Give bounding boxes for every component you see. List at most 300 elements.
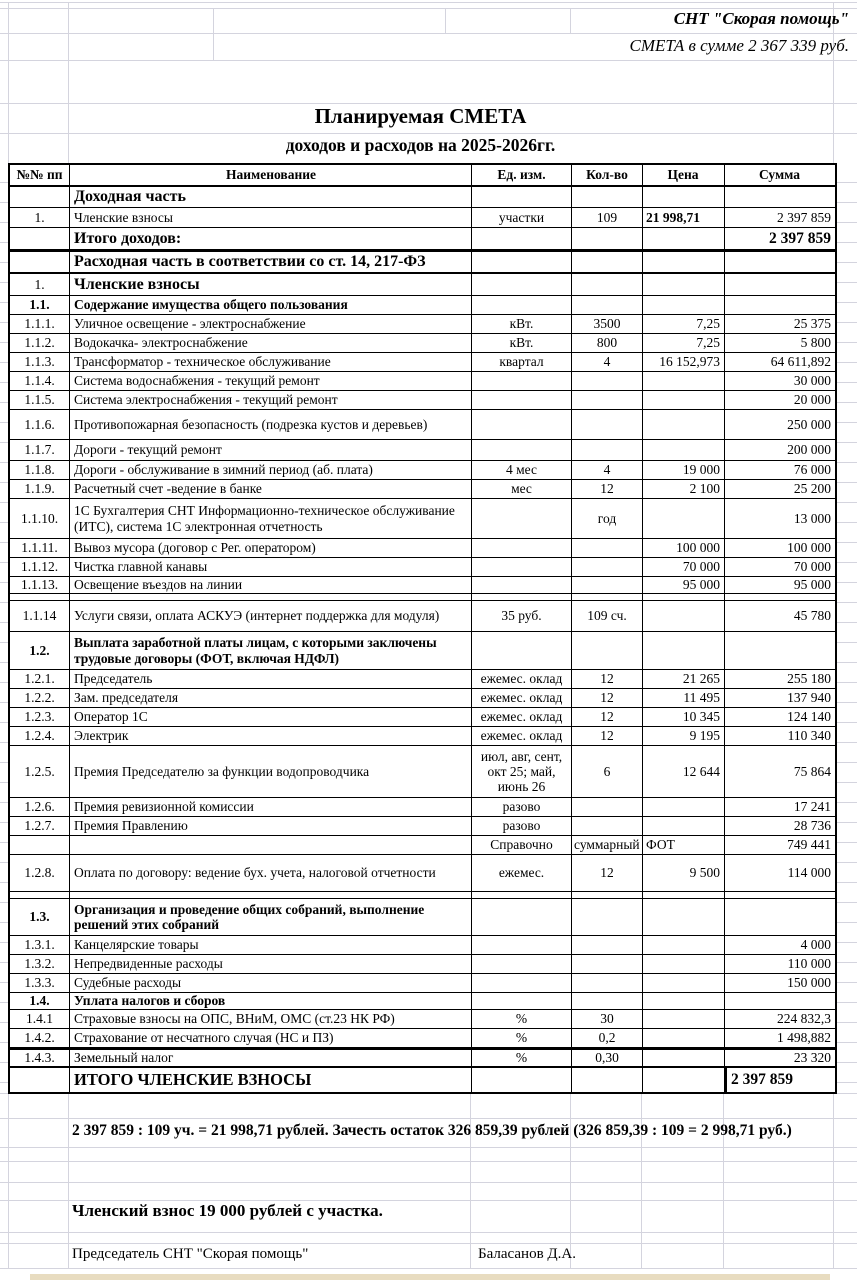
cell-name: Премия Правлению (70, 817, 472, 836)
cell-name: Премия Председателю за функции водопроводчика (70, 746, 472, 798)
cell-unit (472, 187, 572, 208)
table-row (10, 274, 835, 296)
cell-price: 12 644 (643, 746, 725, 798)
cell-qty: 12 (572, 480, 643, 499)
document-title: Планируемая СМЕТА (314, 104, 527, 128)
cell-qty (572, 250, 643, 274)
cell-num: 1.1.4. (10, 372, 70, 391)
cell-num: 1. (10, 208, 70, 228)
cell-sum: 250 000 (725, 410, 835, 440)
cell-qty: 12 (572, 689, 643, 708)
table-row (10, 892, 835, 899)
cell-num: 1.3.3. (10, 974, 70, 993)
cell-price (643, 993, 725, 1010)
cell-num: 1.4. (10, 993, 70, 1010)
cell-unit: % (472, 1048, 572, 1068)
cell-name (70, 836, 472, 855)
cell-name: Противопожарная безопасность (подрезка кустов и деревьев) (70, 410, 472, 440)
cell-qty: 4 (572, 461, 643, 480)
cell-unit (472, 955, 572, 974)
table-row (10, 1048, 835, 1068)
cell-unit: ежемес. оклад (472, 670, 572, 689)
cell-sum: 17 241 (725, 798, 835, 817)
cell-name: Водокачка- электроснабжение (70, 334, 472, 353)
table-row (10, 315, 835, 334)
table-row (10, 1068, 835, 1092)
cell-price (643, 296, 725, 315)
table-row (10, 601, 835, 632)
cell-sum (725, 632, 835, 670)
cell-qty: 0,30 (572, 1048, 643, 1068)
table-row (10, 936, 835, 955)
cell-sum: 64 611,892 (725, 353, 835, 372)
table-row (10, 539, 835, 558)
cell-qty (572, 391, 643, 410)
cell-name: Освещение въездов на линии (70, 577, 472, 594)
table-row (10, 899, 835, 936)
cell-price (643, 594, 725, 601)
cell-unit: разово (472, 798, 572, 817)
cell-unit: ежемес. оклад (472, 689, 572, 708)
cell-sum (725, 594, 835, 601)
organization-name: СНТ "Скорая помощь" (673, 9, 849, 28)
cell-price (643, 817, 725, 836)
cell-price (643, 250, 725, 274)
cell-price (643, 187, 725, 208)
table-row (10, 689, 835, 708)
cell-num: 1.3.2. (10, 955, 70, 974)
cell-price: 9 500 (643, 855, 725, 892)
cell-unit: Справочно (472, 836, 572, 855)
cell-qty: 3500 (572, 315, 643, 334)
table-row (10, 974, 835, 993)
cell-name: Доходная часть (70, 187, 472, 208)
table-row (10, 577, 835, 594)
cell-sum: 25 375 (725, 315, 835, 334)
cell-unit: участки (472, 208, 572, 228)
cell-qty (572, 228, 643, 250)
cell-price: 7,25 (643, 334, 725, 353)
cell-num: 1.1.13. (10, 577, 70, 594)
cell-unit: % (472, 1029, 572, 1048)
cell-price: 70 000 (643, 558, 725, 577)
budget-table (8, 163, 837, 1094)
cell-price (643, 410, 725, 440)
cell-unit: кВт. (472, 315, 572, 334)
cell-sum: 2 397 859 (725, 1068, 835, 1092)
cell-qty (572, 410, 643, 440)
header-cell-sum: Сумма (725, 165, 835, 187)
cell-name: Уплата налогов и сборов (70, 993, 472, 1010)
cell-unit: ежемес. оклад (472, 727, 572, 746)
cell-name (70, 892, 472, 899)
cell-qty: 109 сч. (572, 601, 643, 632)
cell-unit (472, 974, 572, 993)
cell-name: Страховые взносы на ОПС, ВНиМ, ОМС (ст.23 НК РФ) (70, 1010, 472, 1029)
cell-price: 10 345 (643, 708, 725, 727)
cell-unit: 4 мес (472, 461, 572, 480)
cell-unit (472, 892, 572, 899)
cell-qty (572, 372, 643, 391)
cell-unit (472, 539, 572, 558)
photo-edge-strip (30, 1274, 830, 1280)
table-row (10, 372, 835, 391)
cell-name: Оплата по договору: ведение бух. учета, налоговой отчетности (70, 855, 472, 892)
cell-sum: 95 000 (725, 577, 835, 594)
cell-price (643, 1048, 725, 1068)
header-cell-price: Цена (643, 165, 725, 187)
cell-name: 1С Бухгалтерия СНТ Информационно-техническое обслуживание (ИТС), система 1С электронная отчетность (70, 499, 472, 539)
cell-name: Дороги - текущий ремонт (70, 440, 472, 461)
cell-price (643, 391, 725, 410)
cell-unit: ежемес. (472, 855, 572, 892)
cell-num: 1.3. (10, 899, 70, 936)
cell-num: 1.2. (10, 632, 70, 670)
cell-num: 1.1.10. (10, 499, 70, 539)
table-row (10, 499, 835, 539)
cell-sum: 749 441 (725, 836, 835, 855)
cell-qty: 0,2 (572, 1029, 643, 1048)
cell-qty (572, 993, 643, 1010)
cell-sum: 75 864 (725, 746, 835, 798)
signature-title: Председатель СНТ "Скорая помощь" (72, 1246, 309, 1262)
cell-unit: разово (472, 817, 572, 836)
cell-num: 1. (10, 274, 70, 296)
cell-unit (472, 936, 572, 955)
cell-num: 1.1. (10, 296, 70, 315)
cell-qty: 6 (572, 746, 643, 798)
cell-qty (572, 1068, 643, 1092)
cell-name: Председатель (70, 670, 472, 689)
cell-name: Судебные расходы (70, 974, 472, 993)
cell-sum: 224 832,3 (725, 1010, 835, 1029)
cell-name: Вывоз мусора (договор с Рег. оператором) (70, 539, 472, 558)
cell-num: 1.1.12. (10, 558, 70, 577)
cell-num: 1.3.1. (10, 936, 70, 955)
cell-num: 1.2.5. (10, 746, 70, 798)
cell-name: Уличное освещение - электроснабжение (70, 315, 472, 334)
cell-num: 1.4.3. (10, 1048, 70, 1068)
cell-price: 16 152,973 (643, 353, 725, 372)
cell-price (643, 601, 725, 632)
cell-qty (572, 296, 643, 315)
cell-sum: 30 000 (725, 372, 835, 391)
cell-sum: 2 397 859 (725, 228, 835, 250)
cell-name: Содержание имущества общего пользования (70, 296, 472, 315)
cell-sum: 76 000 (725, 461, 835, 480)
header-cell-unit: Ед. изм. (472, 165, 572, 187)
cell-name: Выплата заработной платы лицам, с которыми заключены трудовые договоры (ФОТ, включая НДФЛ) (70, 632, 472, 670)
cell-sum: 25 200 (725, 480, 835, 499)
cell-sum: 1 498,882 (725, 1029, 835, 1048)
cell-name: Система водоснабжения - текущий ремонт (70, 372, 472, 391)
signature-name: Баласанов Д.А. (478, 1246, 576, 1262)
cell-price: 100 000 (643, 539, 725, 558)
cell-unit (472, 632, 572, 670)
cell-unit: кВт. (472, 334, 572, 353)
table-row (10, 187, 835, 208)
table-row (10, 708, 835, 727)
table-row (10, 1010, 835, 1029)
cell-price (643, 936, 725, 955)
cell-qty: 12 (572, 670, 643, 689)
cell-qty (572, 955, 643, 974)
cell-qty (572, 936, 643, 955)
cell-price: 19 000 (643, 461, 725, 480)
cell-price (643, 228, 725, 250)
table-row (10, 296, 835, 315)
cell-unit (472, 499, 572, 539)
table-header-row (10, 165, 835, 187)
cell-sum: 13 000 (725, 499, 835, 539)
cell-name: Итого доходов: (70, 228, 472, 250)
cell-price (643, 440, 725, 461)
cell-name: Членские взносы (70, 274, 472, 296)
cell-price (643, 372, 725, 391)
cell-num: 1.2.2. (10, 689, 70, 708)
cell-unit: июл, авг, сент, окт 25; май, июнь 26 (472, 746, 572, 798)
cell-price (643, 955, 725, 974)
cell-price (643, 892, 725, 899)
cell-unit (472, 410, 572, 440)
cell-num: 1.1.5. (10, 391, 70, 410)
cell-name: Зам. председателя (70, 689, 472, 708)
cell-unit: 35 руб. (472, 601, 572, 632)
cell-sum (725, 250, 835, 274)
cell-unit (472, 440, 572, 461)
cell-qty: суммарный (572, 836, 643, 855)
header-cell-name: Наименование (70, 165, 472, 187)
cell-sum: 110 340 (725, 727, 835, 746)
cell-num: 1.2.4. (10, 727, 70, 746)
cell-name: Страхование от несчатного случая (НС и ПЗ) (70, 1029, 472, 1048)
cell-sum: 2 397 859 (725, 208, 835, 228)
cell-name (70, 594, 472, 601)
table-row (10, 855, 835, 892)
cell-qty (572, 594, 643, 601)
cell-qty: 12 (572, 708, 643, 727)
cell-sum (725, 187, 835, 208)
cell-unit (472, 391, 572, 410)
table-row (10, 353, 835, 372)
cell-num: 1.2.7. (10, 817, 70, 836)
cell-price (643, 499, 725, 539)
cell-name: Оператор 1С (70, 708, 472, 727)
cell-num: 1.2.6. (10, 798, 70, 817)
cell-price: 9 195 (643, 727, 725, 746)
cell-price: 21 265 (643, 670, 725, 689)
cell-price (643, 1068, 725, 1092)
cell-sum (725, 892, 835, 899)
table-row (10, 594, 835, 601)
cell-num: 1.1.3. (10, 353, 70, 372)
cell-qty (572, 577, 643, 594)
cell-price: 21 998,71 (643, 208, 725, 228)
header-cell-qty: Кол-во (572, 165, 643, 187)
table-row (10, 480, 835, 499)
cell-num (10, 892, 70, 899)
cell-qty (572, 187, 643, 208)
cell-price (643, 974, 725, 993)
cell-qty (572, 440, 643, 461)
cell-unit (472, 372, 572, 391)
cell-unit: мес (472, 480, 572, 499)
cell-sum (725, 296, 835, 315)
cell-price: 11 495 (643, 689, 725, 708)
cell-price: ФОТ (643, 836, 725, 855)
cell-name: Земельный налог (70, 1048, 472, 1068)
cell-num: 1.2.8. (10, 855, 70, 892)
cell-unit (472, 558, 572, 577)
cell-unit (472, 296, 572, 315)
cell-unit: ежемес. оклад (472, 708, 572, 727)
cell-name: Организация и проведение общих собраний, выполнение решений этих собраний (70, 899, 472, 936)
cell-name: Расходная часть в соответствии со ст. 14, 217-ФЗ (70, 250, 472, 274)
cell-qty: 800 (572, 334, 643, 353)
cell-sum: 45 780 (725, 601, 835, 632)
cell-name: Непредвиденные расходы (70, 955, 472, 974)
cell-name: Премия ревизионной комиссии (70, 798, 472, 817)
cell-name: Членские взносы (70, 208, 472, 228)
cell-num: 1.1.9. (10, 480, 70, 499)
cell-qty: 30 (572, 1010, 643, 1029)
cell-num: 1.1.11. (10, 539, 70, 558)
cell-sum: 4 000 (725, 936, 835, 955)
cell-qty (572, 899, 643, 936)
cell-price (643, 899, 725, 936)
cell-name: Электрик (70, 727, 472, 746)
membership-fee-line: Членский взнос 19 000 рублей с участка. (72, 1201, 383, 1220)
table-row (10, 440, 835, 461)
cell-sum: 110 000 (725, 955, 835, 974)
cell-qty (572, 892, 643, 899)
cell-unit (472, 250, 572, 274)
cell-qty (572, 974, 643, 993)
cell-sum (725, 993, 835, 1010)
cell-unit (472, 993, 572, 1010)
cell-sum: 20 000 (725, 391, 835, 410)
cell-sum: 5 800 (725, 334, 835, 353)
cell-qty: 109 (572, 208, 643, 228)
cell-unit (472, 1068, 572, 1092)
table-row (10, 632, 835, 670)
cell-sum: 100 000 (725, 539, 835, 558)
cell-num: 1.1.2. (10, 334, 70, 353)
cell-qty (572, 817, 643, 836)
cell-sum: 70 000 (725, 558, 835, 577)
cell-sum (725, 274, 835, 296)
cell-unit (472, 577, 572, 594)
calculation-note: 2 397 859 : 109 уч. = 21 998,71 рублей. Зачесть остаток 326 859,39 рублей (326 859,39 : 109 = 2 998,71 руб.) (72, 1122, 792, 1139)
cell-sum: 28 736 (725, 817, 835, 836)
table-row (10, 798, 835, 817)
table-row (10, 955, 835, 974)
table-row (10, 208, 835, 228)
table-row (10, 461, 835, 480)
cell-num: 1.1.14 (10, 601, 70, 632)
table-row (10, 558, 835, 577)
cell-name: Услуги связи, оплата АСКУЭ (интернет поддержка для модуля) (70, 601, 472, 632)
cell-num: 1.1.7. (10, 440, 70, 461)
table-row (10, 727, 835, 746)
cell-qty: 12 (572, 727, 643, 746)
cell-num: 1.2.1. (10, 670, 70, 689)
cell-qty: год (572, 499, 643, 539)
cell-price (643, 1010, 725, 1029)
cell-unit (472, 899, 572, 936)
table-row (10, 746, 835, 798)
cell-qty: 12 (572, 855, 643, 892)
cell-unit: % (472, 1010, 572, 1029)
cell-unit (472, 228, 572, 250)
cell-num: 1.1.6. (10, 410, 70, 440)
cell-name: Трансформатор - техническое обслуживание (70, 353, 472, 372)
cell-name: Расчетный счет -ведение в банке (70, 480, 472, 499)
cell-num (10, 836, 70, 855)
cell-sum: 23 320 (725, 1048, 835, 1068)
cell-num: 1.4.1 (10, 1010, 70, 1029)
cell-qty (572, 274, 643, 296)
table-row (10, 993, 835, 1010)
cell-num: 1.1.8. (10, 461, 70, 480)
table-row (10, 670, 835, 689)
cell-qty (572, 539, 643, 558)
cell-qty (572, 632, 643, 670)
cell-price (643, 274, 725, 296)
cell-price: 2 100 (643, 480, 725, 499)
cell-num (10, 228, 70, 250)
table-row (10, 391, 835, 410)
cell-price: 7,25 (643, 315, 725, 334)
table-row (10, 836, 835, 855)
cell-num (10, 1068, 70, 1092)
cell-num (10, 594, 70, 601)
cell-num (10, 250, 70, 274)
cell-sum: 124 140 (725, 708, 835, 727)
cell-num: 1.2.3. (10, 708, 70, 727)
table-row (10, 410, 835, 440)
cell-qty (572, 558, 643, 577)
table-body (10, 187, 835, 1092)
cell-name: ИТОГО ЧЛЕНСКИЕ ВЗНОСЫ (70, 1068, 472, 1092)
table-row (10, 817, 835, 836)
cell-sum: 137 940 (725, 689, 835, 708)
cell-name: Чистка главной канавы (70, 558, 472, 577)
table-row (10, 250, 835, 274)
cell-unit: квартал (472, 353, 572, 372)
table-row (10, 1029, 835, 1048)
cell-sum: 255 180 (725, 670, 835, 689)
cell-qty: 4 (572, 353, 643, 372)
table-row (10, 334, 835, 353)
cell-name: Система электроснабжения - текущий ремонт (70, 391, 472, 410)
cell-price (643, 632, 725, 670)
cell-unit (472, 594, 572, 601)
cell-name: Канцелярские товары (70, 936, 472, 955)
table-row (10, 228, 835, 250)
cell-num: 1.4.2. (10, 1029, 70, 1048)
document-subtitle: доходов и расходов на 2025-2026гг. (285, 135, 556, 155)
cell-price (643, 798, 725, 817)
cell-price: 95 000 (643, 577, 725, 594)
cell-num (10, 187, 70, 208)
cell-num: 1.1.1. (10, 315, 70, 334)
cell-sum (725, 899, 835, 936)
cell-unit (472, 274, 572, 296)
cell-price (643, 1029, 725, 1048)
cell-sum: 200 000 (725, 440, 835, 461)
cell-name: Дороги - обслуживание в зимний период (аб. плата) (70, 461, 472, 480)
